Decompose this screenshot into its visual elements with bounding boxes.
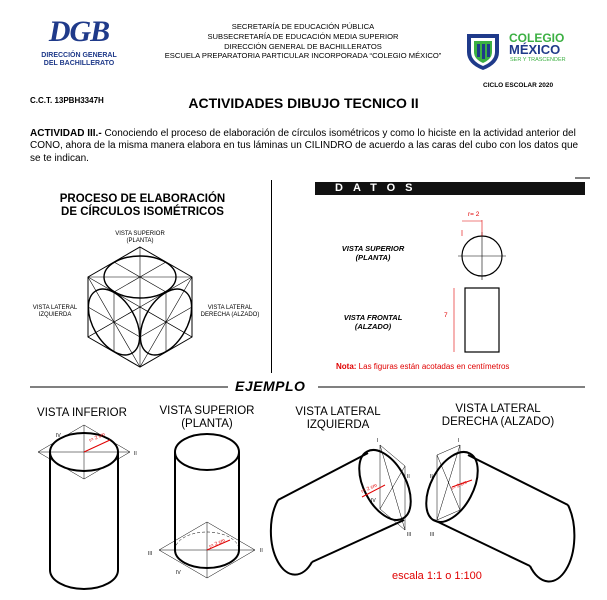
roman-label: III [430,532,435,538]
roman-label: IV [176,570,181,576]
height-dimension: 7 [444,312,448,319]
dgb-logo-mark: DGB [48,15,110,48]
datos-superior-label: VISTA SUPERIOR (PLANTA) [341,244,405,262]
mexico-title: MÉXICO [509,42,561,57]
datos-header-bar: DATOS [315,182,585,195]
header-line: SUBSECRETARÍA DE EDUCACIÓN MEDIA SUPERIOR [207,31,399,41]
dgb-logo-subtitle: DIRECCIÓN GENERAL DEL BACHILLERATO [41,52,117,67]
roman-label: II [430,474,433,480]
proceso-left-label: VISTA LATERAL IZQUIERDA [32,305,78,318]
escala-text: escala 1:1 o 1:100 [392,570,482,582]
colegio-motto: SER Y TRASCENDER [510,57,566,63]
proceso-top-label: VISTA SUPERIOR (PLANTA) [115,231,165,244]
view-title-lateral-der: VISTA LATERAL DERECHA (ALZADO) [441,403,555,428]
activity-text: Conociendo el proceso de elaboración de círculos isométricos y como lo hiciste en la actividad anterior del CONO, ahora de la misma manera elabora en tus láminas un CILINDRO de acuerdo a las caras del cubo con los datos que se te indican. [30,128,579,164]
nota-text: Nota: Las figuras están acotadas en centímetros [336,362,510,371]
ciclo-escolar: CICLO ESCOLAR 2020 [483,82,554,89]
colegio-title: COLEGIO [509,31,565,45]
vertical-divider [271,180,272,373]
roman-label: II [260,548,263,554]
radius-tag: r= 2 cm [208,537,227,550]
page-title: ACTIVIDADES DIBUJO TECNICO II [188,95,419,111]
ejemplo-heading: EJEMPLO [235,378,306,394]
roman-label: III [148,551,153,557]
roman-label: IV [371,498,376,504]
view-title-lateral-izq: VISTA LATERAL IZQUIERDA [295,406,381,431]
cct-code: C.C.T. 13PBH3347H [30,96,104,105]
view-title-inferior: VISTA INFERIOR [37,407,127,419]
header-line: ESCUELA PREPARATORIA PARTICULAR INCORPORADA “COLEGIO MÉXICO” [164,51,442,61]
proceso-title: PROCESO DE ELABORACIÓN DE CÍRCULOS ISOMÉTRICOS [59,193,226,218]
roman-label: II [407,474,410,480]
roman-label: II [134,451,137,457]
header-line: DIRECCIÓN GENERAL DE BACHILLERATOS [224,41,382,51]
radius-tag: r= 2 cm [88,431,107,444]
roman-label: IV [56,433,61,439]
datos-frontal-label: VISTA FRONTAL (ALZADO) [343,313,403,331]
radius-tag: r= 2 cm [450,479,469,492]
datos-figures [440,206,540,356]
isometric-cube-diagram [80,245,200,375]
view-title-superior: VISTA SUPERIOR (PLANTA) [159,405,255,430]
roman-label: III [407,532,412,538]
header-line: SECRETARÍA DE EDUCACIÓN PÚBLICA [231,22,375,31]
activity-label: ACTIVIDAD III.- [30,128,102,139]
roman-label: I [458,438,460,444]
example-cylinders [0,400,607,600]
radius-tag: r= 2 cm [360,482,379,495]
roman-label: I [377,438,379,444]
proceso-right-label: VISTA LATERAL DERECHA (ALZADO) [200,305,260,318]
radius-dimension: r= 2 [468,211,480,218]
